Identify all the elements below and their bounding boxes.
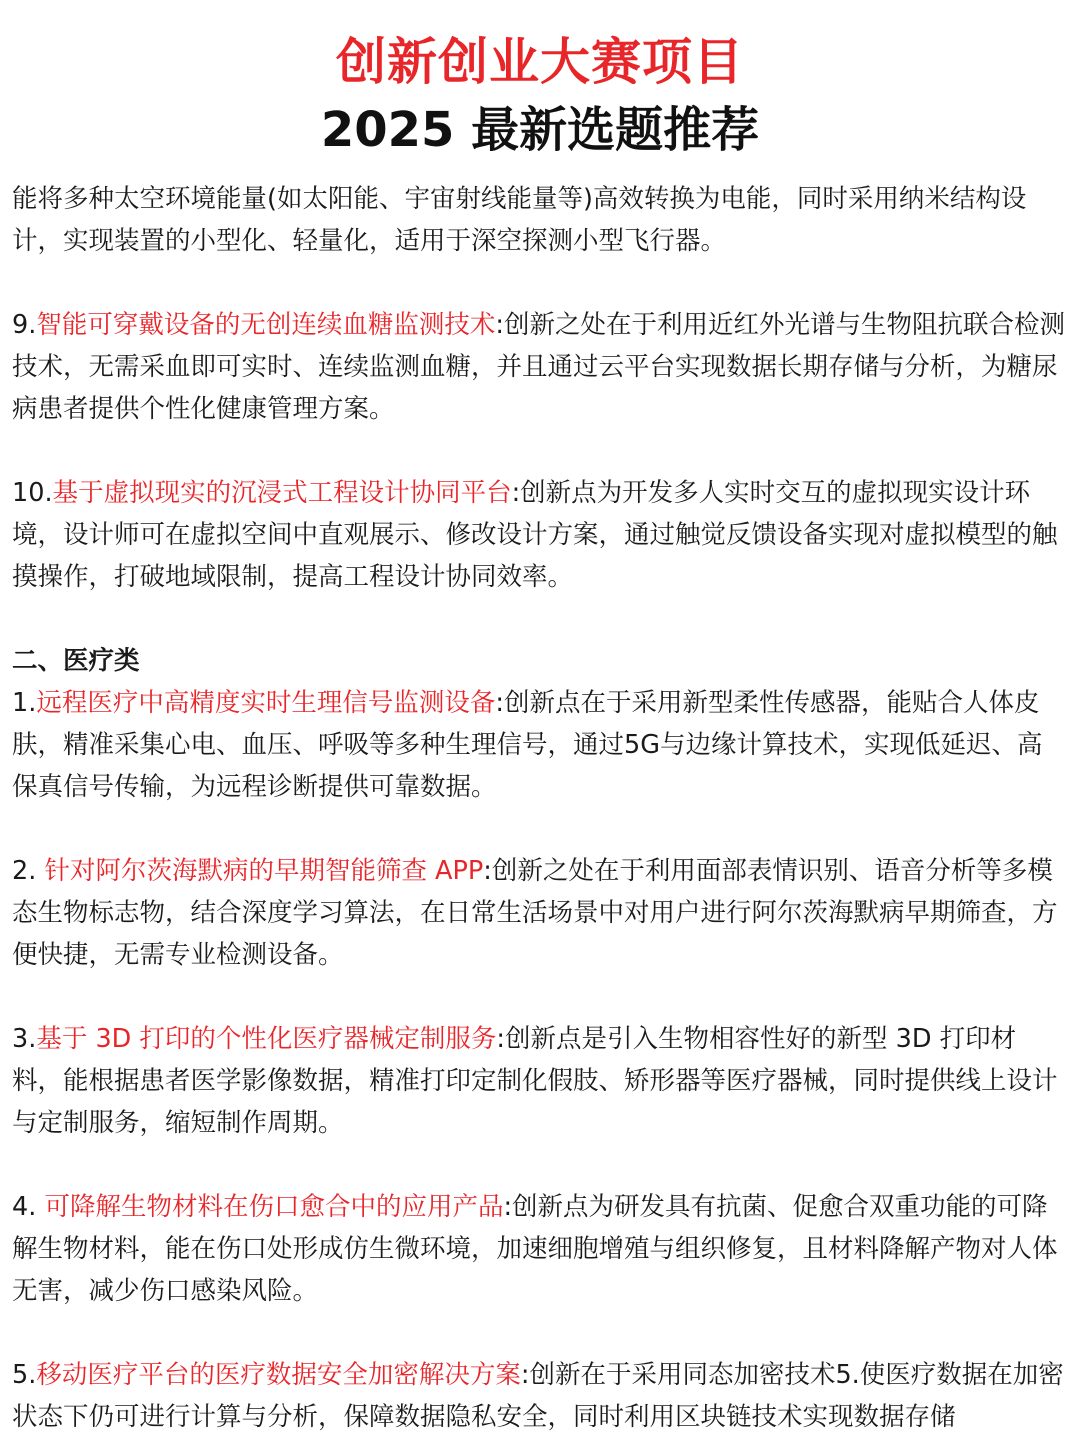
list-item xyxy=(12,682,1066,808)
intro-paragraph: 能将多种太空环境能量(如太阳能、宇宙射线能量等)高效转换为电能，同时采用纳米结构设计，实现装置的小型化、轻量化，适用于深空探测小型飞行器。 xyxy=(12,184,1027,256)
list-item xyxy=(12,1354,1066,1438)
list-item xyxy=(12,472,1066,598)
item-description: :创新点为研发具有抗菌、促愈合双重功能的可降解生物材料，能在伤口处形成仿生微环境，加速细胞增殖与组织修复，且材料降解产物对人体无害，减少伤口感染风险。 xyxy=(12,1192,1058,1306)
item-title: 智能可穿戴设备的无创连续血糖监测技术 xyxy=(36,310,496,340)
item-description: :创新在于采用同态加密技术5.使医疗数据在加密状态下仍可进行计算与分析，保障数据隐私安全，同时利用区块链技术实现数据存储 xyxy=(12,1360,1064,1432)
item-title: 基于虚拟现实的沉浸式工程设计协同平台 xyxy=(52,478,512,508)
item-title: 针对阿尔茨海默病的早期智能筛查 APP xyxy=(44,856,484,886)
list-item xyxy=(12,304,1066,430)
item-number: 1. xyxy=(12,688,37,718)
list-item xyxy=(12,850,1066,976)
list-item xyxy=(12,1186,1066,1312)
item-number: 9. xyxy=(12,310,37,340)
item-title: 基于 3D 打印的个性化医疗器械定制服务 xyxy=(36,1024,497,1054)
page-title: 创新创业大赛项目 xyxy=(336,33,744,91)
page-header xyxy=(0,0,1080,162)
item-number: 4. xyxy=(12,1192,45,1222)
section-heading: 二、医疗类 xyxy=(12,646,140,676)
item-description: :创新点为开发多人实时交互的虚拟现实设计环境，设计师可在虚拟空间中直观展示、修改设计方案，通过触觉反馈设备实现对虚拟模型的触摸操作，打破地域限制，提高工程设计协同效率。 xyxy=(12,478,1058,592)
item-description: :创新点在于采用新型柔性传感器，能贴合人体皮肤，精准采集心电、血压、呼吸等多种生理信号，通过5G与边缘计算技术，实现低延迟、高保真信号传输，为远程诊断提供可靠数据。 xyxy=(12,688,1043,802)
article-body xyxy=(0,162,1080,1438)
item-description: :创新之处在于利用近红外光谱与生物阻抗联合检测技术，无需采血即可实时、连续监测血糖，并且通过云平台实现数据长期存储与分析，为糖尿病患者提供个性化健康管理方案。 xyxy=(12,310,1065,424)
page-subtitle: 2025 最新选题推荐 xyxy=(320,102,760,158)
item-number: 3. xyxy=(12,1024,37,1054)
item-number: 5. xyxy=(12,1360,37,1390)
item-title: 远程医疗中高精度实时生理信号监测设备 xyxy=(36,688,496,718)
item-description: :创新之处在于利用面部表情识别、语音分析等多模态生物标志物，结合深度学习算法，在日常生活场景中对用户进行阿尔茨海默病早期筛查，方便快捷，无需专业检测设备。 xyxy=(12,856,1058,970)
item-title: 可降解生物材料在伤口愈合中的应用产品 xyxy=(44,1192,504,1222)
item-description: :创新点是引入生物相容性好的新型 3D 打印材料，能根据患者医学影像数据，精准打印定制化假肢、矫形器等医疗器械，同时提供线上设计与定制服务，缩短制作周期。 xyxy=(12,1024,1058,1138)
item-title: 移动医疗平台的医疗数据安全加密解决方案 xyxy=(36,1360,521,1390)
item-number: 10. xyxy=(12,478,53,508)
item-number: 2. xyxy=(12,856,45,886)
list-item xyxy=(12,1018,1066,1144)
